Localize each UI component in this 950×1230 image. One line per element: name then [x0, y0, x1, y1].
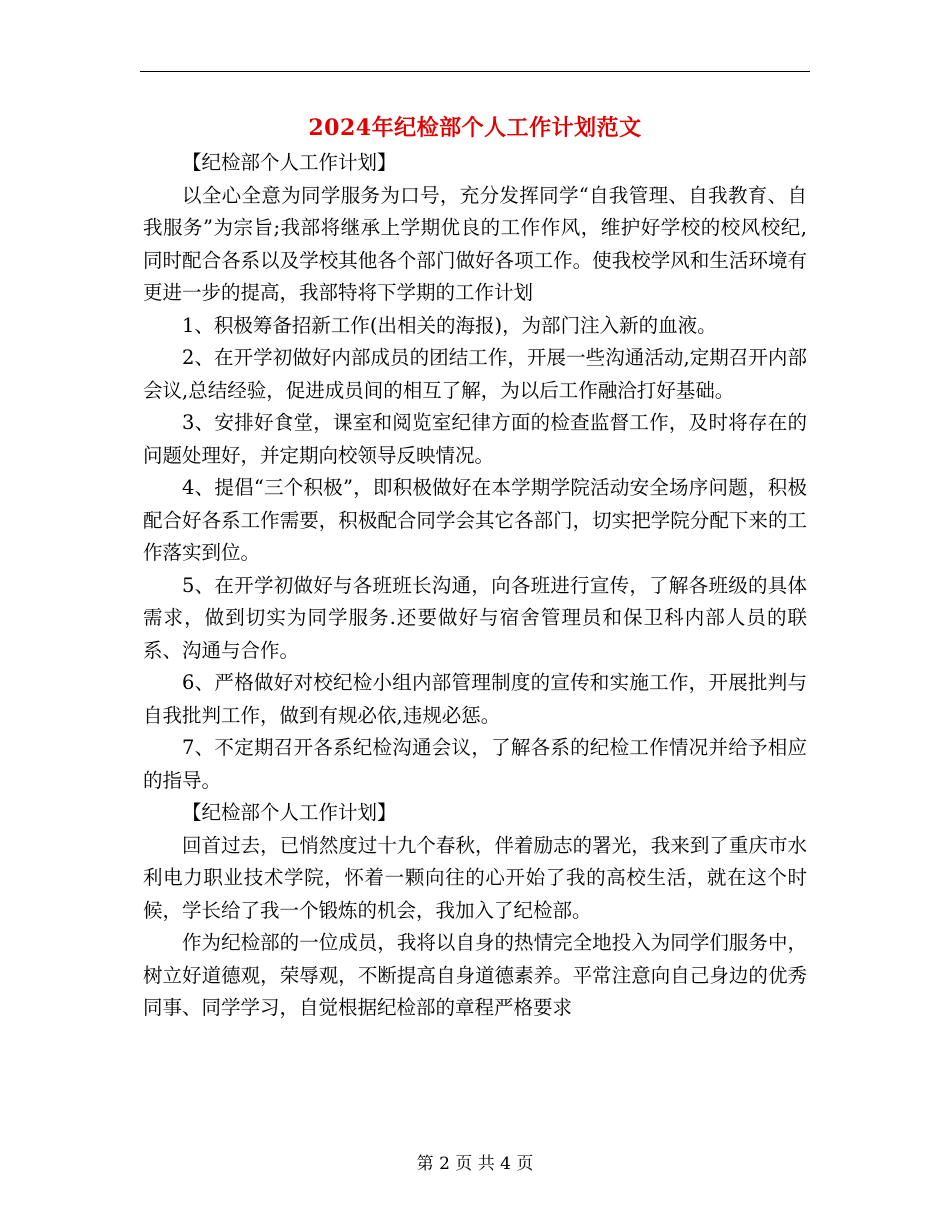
header-rule [140, 71, 810, 72]
body-paragraph: 回首过去，已悄然度过十九个春秋，伴着励志的署光，我来到了重庆市水利电力职业技术学院，怀着一颗向往的心开始了我的高校生活，就在这个时候，学长给了我一个锻炼的机会，我加入了纪检部。 [143, 833, 807, 922]
section-heading: 【纪检部个人工作计划】 [182, 151, 397, 174]
document-body [143, 147, 807, 1025]
plan-item-6: 6、严格做好对校纪检小组内部管理制度的宣传和实施工作，开展批判与自我批判工作，做到有规必依,违规必惩。 [143, 671, 807, 727]
plan-item-1: 1、积极筹备招新工作(出相关的海报)，为部门注入新的血液。 [182, 313, 717, 337]
body-paragraph: 作为纪检部的一位成员，我将以自身的热情完全地投入为同学们服务中，树立好道德观，荣辱观，不断提高自身道德素养。平常注意向自己身边的优秀同事、同学学习，自觉根据纪检部的章程严格要求 [143, 931, 807, 1019]
page-number-footer: 第 2 页 共 4 页 [416, 1154, 534, 1174]
plan-item-3: 3、安排好食堂，课室和阅览室纪律方面的检查监督工作，及时将存在的问题处理好，并定期向校领导反映情况。 [143, 411, 807, 467]
body-paragraph: 以全心全意为同学服务为口号，充分发挥同学“自我管理、自我教育、自我服务”为宗旨;我部将继承上学期优良的工作作风，维护好学校的校风校纪,同时配合各系以及学校其他各个部门做好各项工作。使我校学风和生活环境有更进一步的提高，我部特将下学期的工作计划 [143, 183, 807, 304]
plan-item-5: 5、在开学初做好与各班班长沟通，向各班进行宣传，了解各班级的具体需求，做到切实为同学服务.还要做好与宿舍管理员和保卫科内部人员的联系、沟通与合作。 [143, 573, 807, 662]
plan-item-7: 7、不定期召开各系纪检沟通会议，了解各系的纪检工作情况并给予相应的指导。 [143, 736, 807, 792]
section-heading: 【纪检部个人工作计划】 [182, 801, 397, 824]
document-title: 2024年纪检部个人工作计划范文 [308, 115, 642, 141]
plan-item-4: 4、提倡“三个积极”，即积极做好在本学期学院活动安全场序问题，积极配合好各系工作需要，积极配合同学会其它各部门，切实把学院分配下来的工作落实到位。 [143, 476, 807, 564]
plan-item-2: 2、在开学初做好内部成员的团结工作，开展一些沟通活动,定期召开内部会议,总结经验，促进成员间的相互了解，为以后工作融洽打好基础。 [143, 346, 807, 402]
